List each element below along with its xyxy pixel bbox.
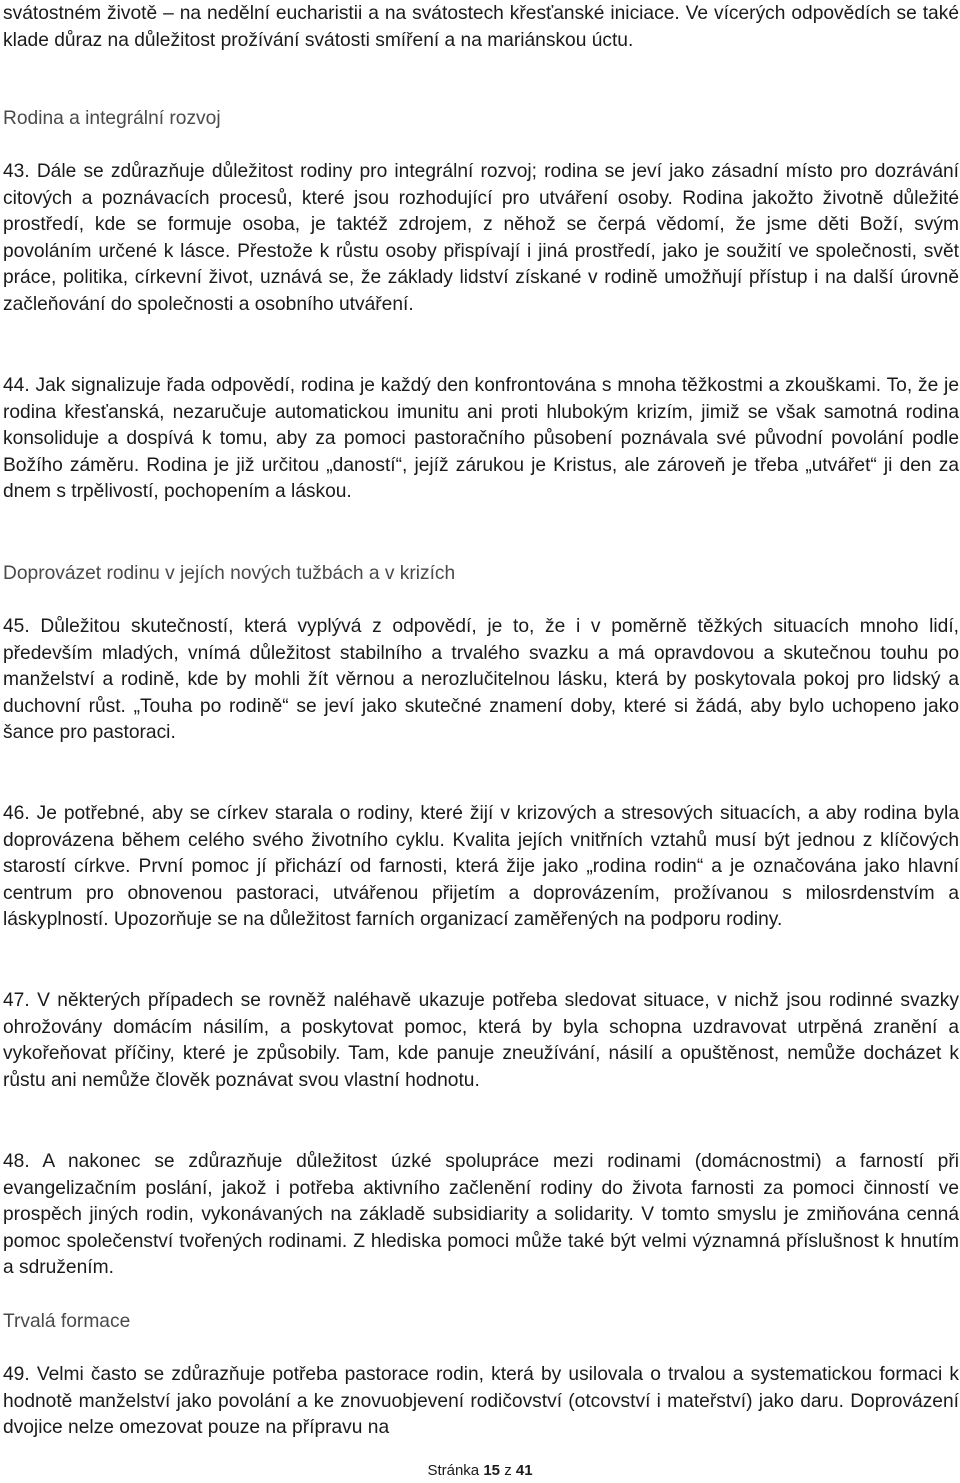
paragraph-49: 49. Velmi často se zdůrazňuje potřeba pastorace rodin, která by usilovala o trvalou a systematickou formaci k hodnotě manželství jako povolání a ke znovuobjevení rodičovství (otcovství i mateřství) jako daru. Doprovázení dvojice nelze omezovat pouze na přípravu na: [3, 1364, 959, 1438]
page-footer: [0, 1462, 960, 1480]
footer-separator: z: [504, 1462, 512, 1479]
footer-prefix: Stránka: [427, 1462, 480, 1479]
section-heading-integral-development: Rodina a integrální rozvoj: [3, 108, 221, 129]
footer-page-number: 15: [483, 1462, 501, 1479]
paragraph-48: 48. A nakonec se zdůrazňuje důležitost úzké spolupráce mezi rodinami (domácnostmi) a farností při evangelizačním poslání, jakož i potřeba aktivního začlenění rodiny do života farnosti za pomoci činností ve prospěch jiných rodin, vykonávaných na základě subsidiarity a solidarity. V tomto smyslu je zmiňována cenná pomoc společenství tvořených rodinami. Z hlediska pomoci může také být velmi významná příslušnost k hnutím a sdružením.: [3, 1151, 959, 1278]
footer-total-pages: 41: [515, 1462, 533, 1479]
section-heading-accompany-family: Doprovázet rodinu v jejích nových tužbách a v krizích: [3, 563, 456, 584]
paragraph-continuation: svátostném životě – na nedělní eucharistii a na svátostech křesťanské iniciace. Ve vícerých odpovědích se také klade důraz na důležitost prožívání svátosti smíření a na mariánskou úctu.: [3, 3, 959, 51]
paragraph-43: 43. Dále se zdůrazňuje důležitost rodiny pro integrální rozvoj; rodina se jeví jako zásadní místo pro dozrávání citových a poznávacích procesů, které jsou rozhodující pro utváření osoby. Rodina jakožto životně důležité prostředí, kde se formuje osoba, je taktéž zdrojem, z něhož se čerpá vědomí, že jsme děti Boží, svým povoláním určené k lásce. Přestože k růstu osoby přispívají i jiná prostředí, jako je soužití ve společnosti, svět práce, politika, církevní život, uznává se, že základy lidství získané v rodině umožňují přístup i na další úrovně začleňování do společnosti a osobního utváření.: [3, 161, 959, 315]
section-heading-ongoing-formation: Trvalá formace: [3, 1311, 131, 1332]
paragraph-46: 46. Je potřebné, aby se církev starala o rodiny, které žijí v krizových a stresových situacích, a aby rodina byla doprovázena během celého svého životního cyklu. Kvalita jejích vnitřních vztahů musí být jednou z klíčových starostí církve. První pomoc jí přichází od farnosti, která žije jako „rodina rodin“ a je označována jako hlavní centrum pro obnovenou pastoraci, utvářenou přijetím a doprovázením, prožívanou s milosrdenstvím a láskyplností. Upozorňuje se na důležitost farních organizací zaměřených na podporu rodiny.: [3, 803, 959, 930]
paragraph-47: 47. V některých případech se rovněž naléhavě ukazuje potřeba sledovat situace, v nichž jsou rodinné svazky ohrožovány domácím násilím, a poskytovat pomoc, která by byla schopna uzdravovat utrpěná zranění a vykořeňovat příčiny, které je způsobily. Tam, kde panuje zneužívání, násilí a opuštěnost, nemůže docházet k růstu ani nemůže člověk poznávat svou vlastní hodnotu.: [3, 990, 959, 1091]
paragraph-44: 44. Jak signalizuje řada odpovědí, rodina je každý den konfrontována s mnoha těžkostmi a zkouškami. To, že je rodina křesťanská, nezaručuje automatickou imunitu ani proti hlubokým krizím, jimiž se však samotná rodina konsoliduje a dospívá k tomu, aby za pomoci pastoračního působení poznávala své původní povolání podle Božího záměru. Rodina je již určitou „daností“, jejíž zárukou je Kristus, ale zároveň je třeba „utvářet“ ji den za dnem s trpělivostí, pochopením a láskou.: [3, 375, 959, 502]
paragraph-45: 45. Důležitou skutečností, která vyplývá z odpovědí, je to, že i v poměrně těžkých situacích mnoho lidí, především mladých, vnímá důležitost stabilního a trvalého svazku a má opravdovou a skutečnou touhu po manželství a rodině, kde by mohli žít věrnou a nerozlučitelnou lásku, která by poskytovala pokoj pro lidský a duchovní růst. „Touha po rodině“ se jeví jako skutečné znamení doby, které si žádá, aby bylo uchopeno jako šance pro pastoraci.: [3, 616, 959, 743]
